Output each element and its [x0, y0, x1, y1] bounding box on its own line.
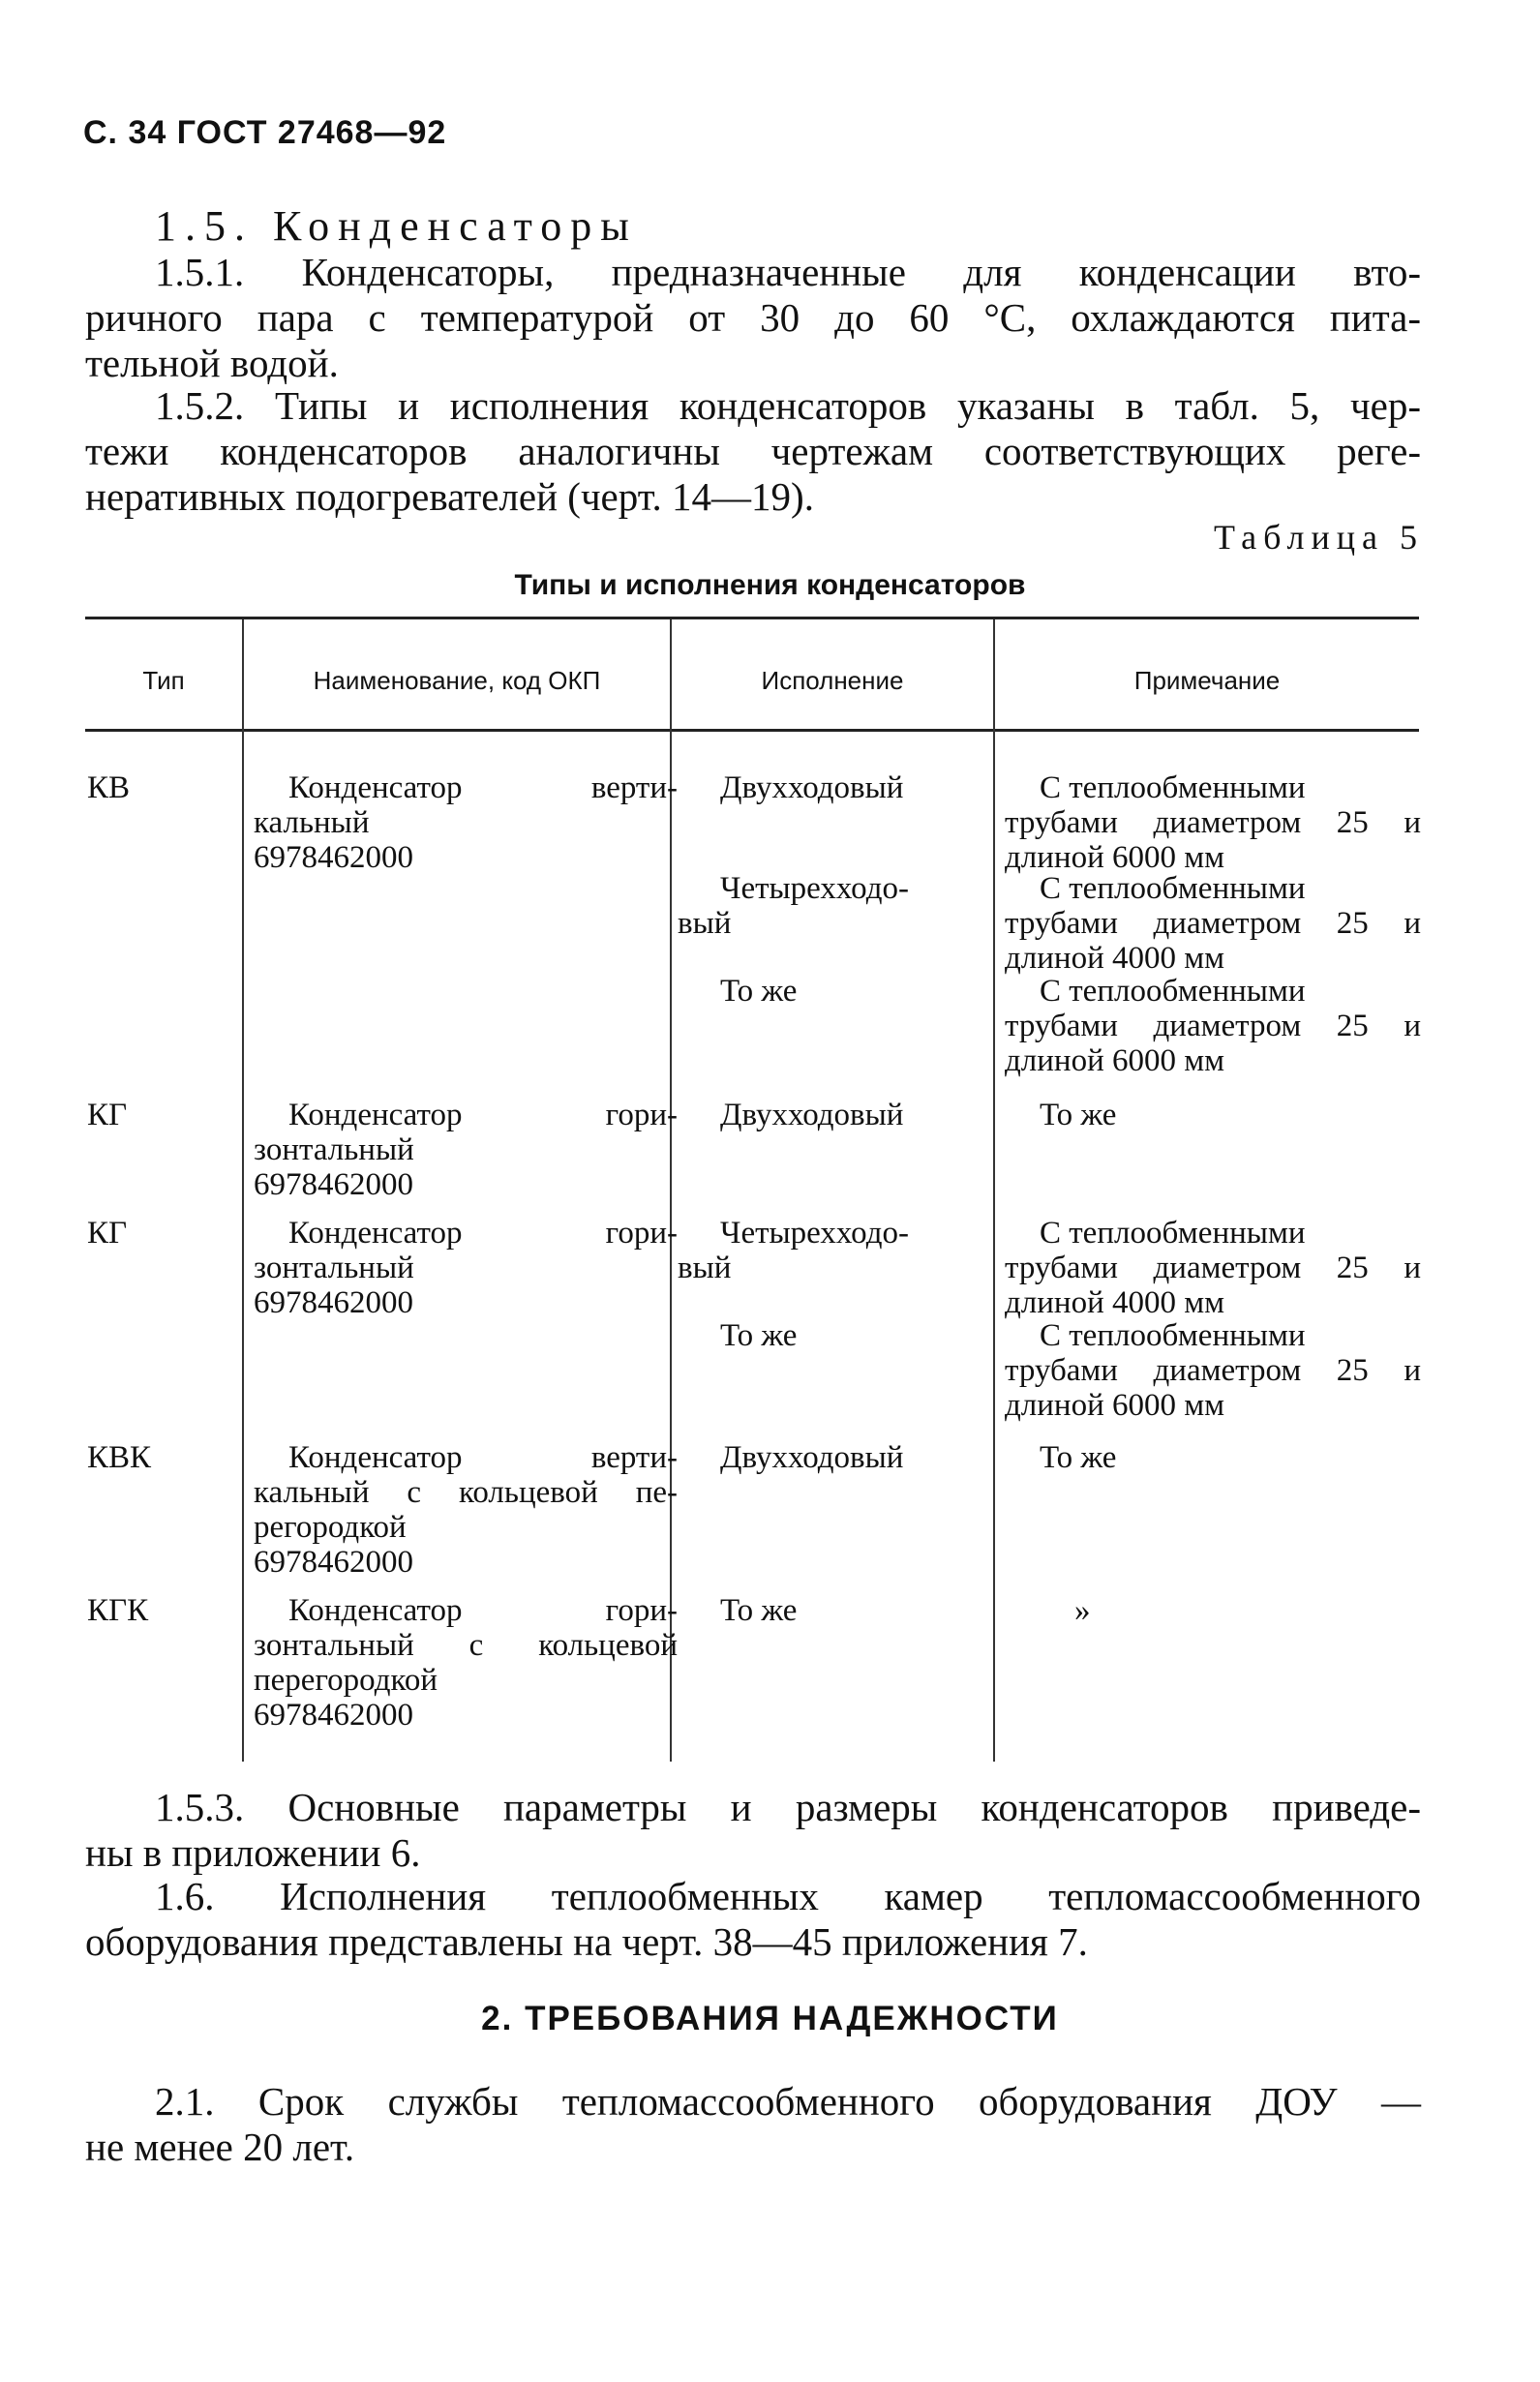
table-cell-note	[1005, 871, 1421, 976]
table-top-rule	[85, 617, 1419, 619]
text-line: не менее 20 лет.	[85, 2125, 355, 2169]
table-cell-type: КГ	[87, 1216, 128, 1251]
table-cell-name	[254, 1098, 678, 1202]
text-line: регородкой	[254, 1510, 407, 1545]
table-header-rule	[85, 729, 1419, 732]
text-line: зонтальный	[254, 1132, 414, 1167]
text-line: трубами диаметром 25 и	[1005, 1251, 1421, 1285]
text-line: Четырехходо-	[720, 1216, 909, 1251]
page-header: С. 34 ГОСТ 27468—92	[83, 114, 447, 151]
table-cell-name	[254, 1440, 678, 1580]
paragraph-1-5-3	[85, 1785, 1421, 1876]
text-line: 6978462000	[254, 840, 413, 875]
text-line: Четырехходо-	[720, 871, 909, 906]
column-divider	[242, 619, 244, 1762]
text-line: вый	[678, 906, 732, 941]
table-cell-name	[254, 1593, 678, 1733]
text-line: вый	[678, 1251, 732, 1285]
section-2-title: 2. ТРЕБОВАНИЯ НАДЕЖНОСТИ	[481, 2000, 1059, 2037]
text-line: трубами диаметром 25 и	[1005, 1353, 1421, 1388]
column-header-note: Примечание	[1133, 666, 1281, 695]
text-line: длиной 6000 мм	[1005, 840, 1225, 875]
table-cell-name	[254, 770, 678, 875]
text-line: Конденсатор верти-	[288, 770, 678, 805]
table-cell-note	[1005, 974, 1421, 1078]
table-cell-execution: То же	[720, 974, 798, 1009]
table-cell-type: КВ	[87, 770, 131, 805]
paragraph-1-5-2	[85, 383, 1421, 520]
table-cell-note: То же	[1040, 1440, 1117, 1475]
table-title: Типы и исполнения конденсаторов	[514, 569, 1026, 601]
paragraph-1-6	[85, 1874, 1421, 1965]
text-line: ны в приложении 6.	[85, 1830, 421, 1875]
column-divider	[993, 619, 995, 1762]
text-line: Конденсатор гори-	[288, 1216, 678, 1251]
table-cell-name	[254, 1216, 678, 1320]
text-line: тежи конденсаторов аналогичны чертежам соответствующих реге-	[85, 429, 1421, 473]
text-line: перегородкой	[254, 1663, 438, 1698]
column-header-name: Наименование, код ОКП	[313, 666, 601, 695]
table-cell-execution	[678, 871, 909, 941]
table-cell-execution: То же	[720, 1318, 798, 1353]
table-cell-note	[1005, 770, 1421, 875]
text-line: С теплообменными	[1040, 1216, 1306, 1251]
text-line: трубами диаметром 25 и	[1005, 805, 1421, 840]
text-line: зонтальный	[254, 1251, 414, 1285]
text-line: 1.6. Исполнения теплообменных камер тепломассообменного	[155, 1874, 1421, 1918]
text-line: С теплообменными	[1040, 770, 1306, 805]
text-line: 6978462000	[254, 1698, 413, 1733]
column-header-execution: Исполнение	[761, 666, 904, 695]
table-cell-execution: То же	[720, 1593, 798, 1628]
paragraph-1-5-1	[85, 250, 1421, 386]
text-line: кальный с кольцевой пе-	[254, 1475, 678, 1510]
text-line: Конденсатор гори-	[288, 1593, 678, 1628]
text-line: 1.5.3. Основные параметры и размеры конденсаторов приведе-	[155, 1785, 1421, 1829]
table-label: Таблица 5	[1214, 518, 1424, 557]
text-line: трубами диаметром 25 и	[1005, 906, 1421, 941]
table-cell-type: КВК	[87, 1440, 152, 1475]
text-line: 2.1. Срок службы тепломассообменного оборудования ДОУ —	[155, 2079, 1421, 2124]
table-cell-note: »	[1074, 1593, 1091, 1628]
table-cell-execution: Двухходовый	[720, 1440, 904, 1475]
text-line: трубами диаметром 25 и	[1005, 1009, 1421, 1043]
table-cell-type: КГ	[87, 1098, 128, 1132]
text-line: 1.5.1. Конденсаторы, предназначенные для конденсации вто-	[155, 250, 1421, 294]
table-cell-execution: Двухходовый	[720, 1098, 904, 1132]
table-cell-note	[1005, 1216, 1421, 1320]
table-cell-type: КГК	[87, 1593, 149, 1628]
text-line: тельной водой.	[85, 341, 339, 385]
text-line: 6978462000	[254, 1285, 413, 1320]
text-line: 6978462000	[254, 1167, 413, 1202]
text-line: неративных подогревателей (черт. 14—19).	[85, 474, 814, 519]
text-line: ричного пара с температурой от 30 до 60 °С, охлаждаются пита-	[85, 295, 1421, 340]
text-line: длиной 6000 мм	[1005, 1043, 1225, 1078]
text-line: кальный	[254, 805, 370, 840]
text-line: 6978462000	[254, 1545, 413, 1580]
text-line: зонтальный с кольцевой	[254, 1628, 678, 1663]
text-line: Конденсатор верти-	[288, 1440, 678, 1475]
table-cell-note	[1005, 1318, 1421, 1423]
column-header-type: Тип	[142, 666, 185, 695]
text-line: С теплообменными	[1040, 871, 1306, 906]
paragraph-2-1	[85, 2079, 1421, 2170]
table-cell-note: То же	[1040, 1098, 1117, 1132]
text-line: 1.5.2. Типы и исполнения конденсаторов указаны в табл. 5, чер-	[155, 383, 1421, 428]
text-line: С теплообменными	[1040, 1318, 1306, 1353]
table-cell-execution	[678, 1216, 909, 1285]
text-line: длиной 4000 мм	[1005, 941, 1225, 976]
section-title: 1.5. Конденсаторы	[155, 202, 638, 250]
text-line: С теплообменными	[1040, 974, 1306, 1009]
text-line: Конденсатор гори-	[288, 1098, 678, 1132]
table-cell-execution: Двухходовый	[720, 770, 904, 805]
text-line: длиной 4000 мм	[1005, 1285, 1225, 1320]
text-line: длиной 6000 мм	[1005, 1388, 1225, 1423]
text-line: оборудования представлены на черт. 38—45 приложения 7.	[85, 1919, 1088, 1964]
